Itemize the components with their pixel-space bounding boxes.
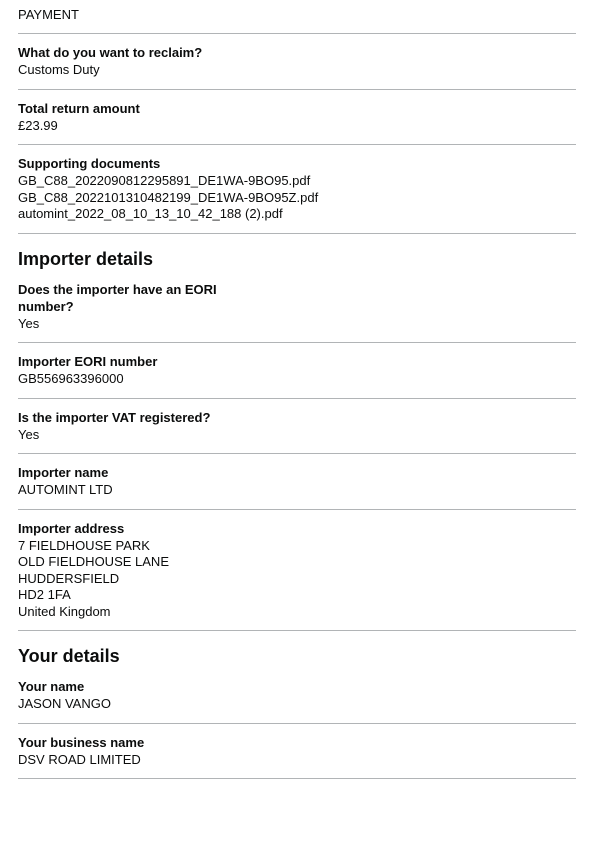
vat-row [18,399,576,455]
vat-label: Is the importer VAT registered? [18,409,211,425]
address-line: 7 FIELDHOUSE PARK [18,537,150,553]
your-name-label: Your name [18,679,85,694]
business-name-row [18,724,576,780]
documents-label: Supporting documents [18,156,161,171]
total-row [18,90,576,146]
address-line: HD2 1FA [18,587,71,602]
address-line: United Kingdom [18,603,111,619]
total-value: £23.99 [18,117,58,133]
has-eori-row [18,271,576,344]
eori-label: Importer EORI number [18,354,158,369]
business-name-value: DSV ROAD LIMITED [18,751,141,767]
has-eori-value: Yes [18,315,40,331]
vat-value: Yes [18,426,40,442]
payment-heading: PAYMENT [18,7,576,34]
importer-address-label: Importer address [18,520,125,536]
document-item: GB_C88_2022101310482199_DE1WA-9BO95Z.pdf [18,189,319,205]
address-line: OLD FIELDHOUSE LANE [18,554,169,569]
address-line: HUDDERSFIELD [18,570,120,586]
reclaim-label: What do you want to reclaim? [18,45,203,60]
documents-list [18,173,576,223]
importer-details-heading: Importer details [18,248,154,269]
importer-name-label: Importer name [18,465,109,480]
total-label: Total return amount [18,100,140,116]
eori-row [18,343,576,399]
your-details-heading: Your details [18,646,120,666]
your-name-value: JASON VANGO [18,696,111,711]
document-item: GB_C88_2022090812295891_DE1WA-9BO95.pdf [18,173,311,188]
documents-row [18,145,576,234]
importer-name-row [18,454,576,510]
reclaim-row [18,34,576,90]
importer-address-value [18,538,576,621]
importer-name-value: AUTOMINT LTD [18,482,113,497]
business-name-label: Your business name [18,734,145,750]
your-name-row [18,668,576,724]
claim-summary [18,0,576,779]
eori-value: GB556963396000 [18,371,124,386]
has-eori-label: Does the importer have an EORI number? [18,281,217,314]
document-item: automint_2022_08_10_13_10_42_188 (2).pdf [18,206,283,221]
reclaim-value: Customs Duty [18,62,100,77]
importer-address-row [18,510,576,632]
